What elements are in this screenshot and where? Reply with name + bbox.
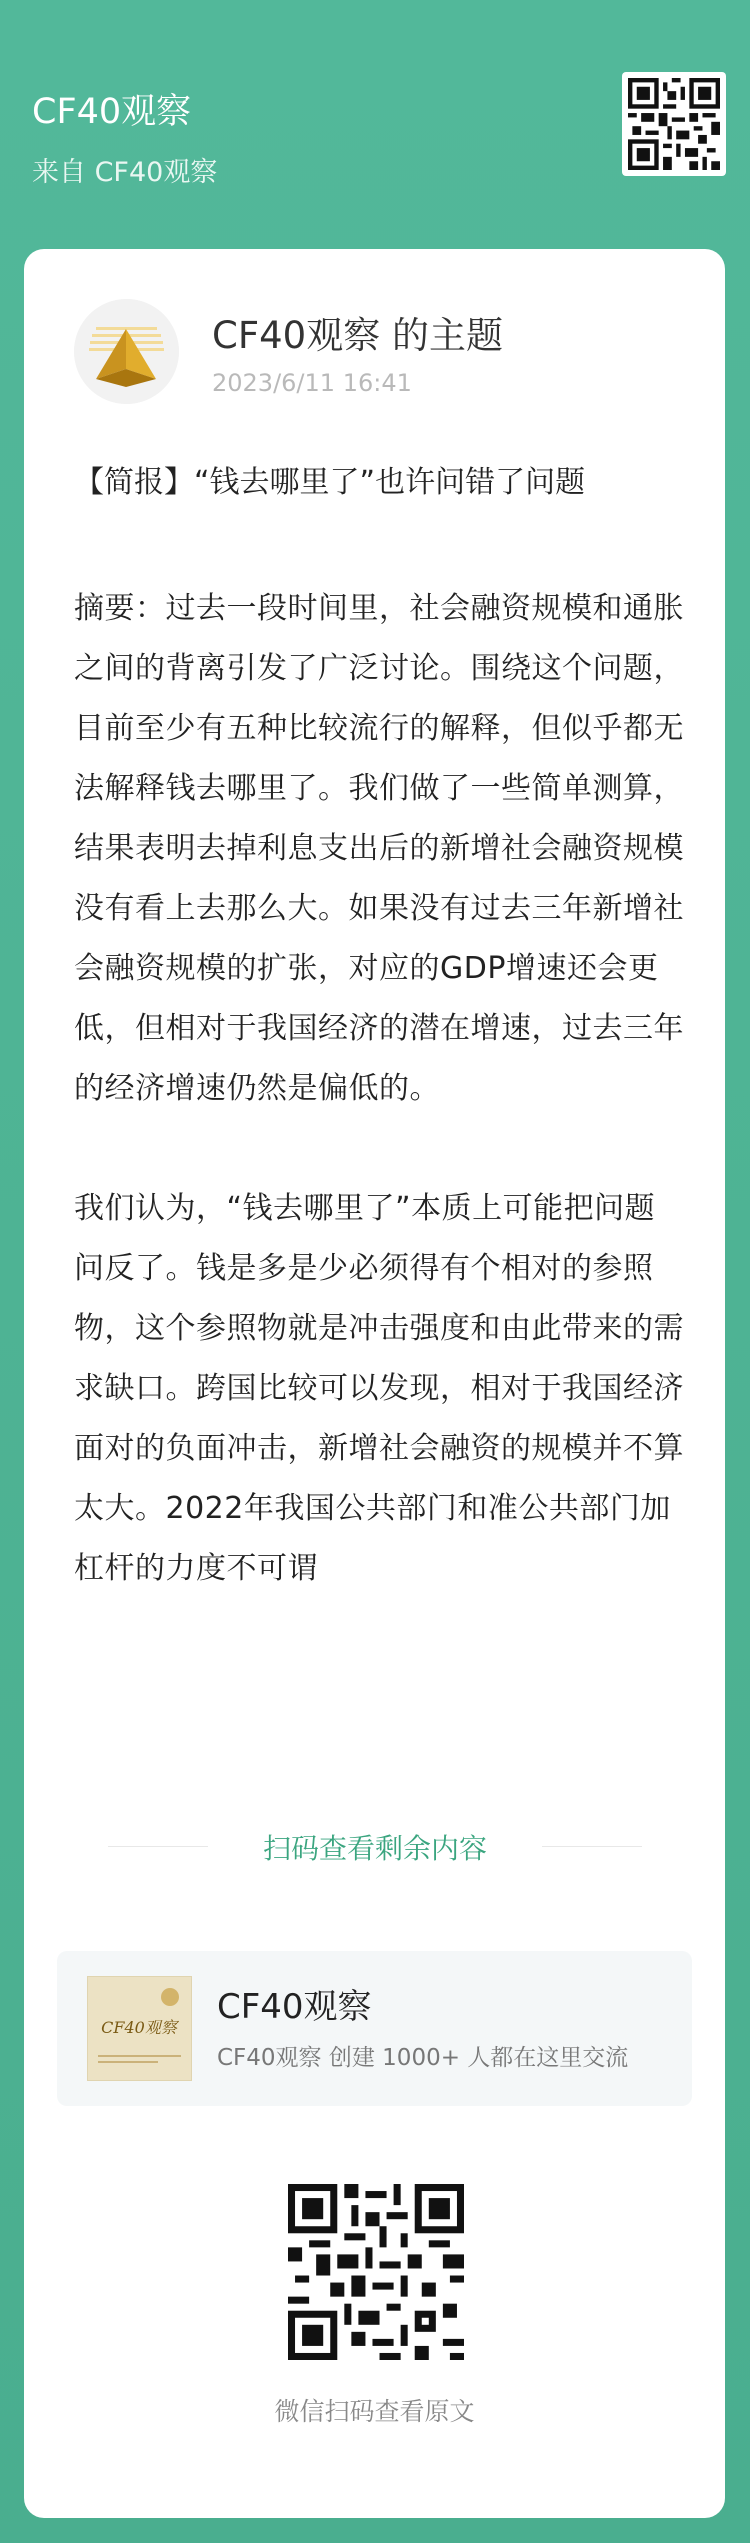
paragraph-summary: 摘要：过去一段时间里，社会融资规模和通胀之间的背离引发了广泛讨论。围绕这个问题，目前至少有五种比较流行的解释，但似乎都无法解释钱去哪里了。我们做了一些简单测算，结果表明去掉利息支出后的新增社会融资规模没有看上去那么大。如果没有过去三年新增社会融资规模的扩张，对应的GDP增速还会更低，但相对于我国经济的潜在增速，过去三年的经济增速仍然是偏低的。 xyxy=(74,591,684,1106)
paragraph-view: 我们认为，“钱去哪里了”本质上可能把问题问反了。钱是多是少必须得有个相对的参照物，这个参照物就是冲击强度和由此带来的需求缺口。跨国比较可以发现，相对于我国经济面对的负面冲击，新增社会融资的规模并不算太大。2022年我国公共部门和准公共部门加杠杆的力度不可谓 xyxy=(74,1191,684,1586)
avatar[interactable] xyxy=(74,299,179,404)
post-title: 【简报】“钱去哪里了”也许问错了问题 xyxy=(74,465,586,500)
group-logo-text: CF40观察 xyxy=(101,2018,177,2037)
topic-author[interactable]: CF40观察 的主题 xyxy=(212,314,503,357)
post-body xyxy=(74,579,684,1659)
group-name: CF40观察 xyxy=(217,1987,372,2027)
divider-right xyxy=(542,1846,642,1847)
content-fade-overlay xyxy=(24,1589,725,1759)
qr-code-large-graphic xyxy=(288,2184,464,2360)
group-info-box[interactable] xyxy=(57,1951,692,2106)
scan-tip: 微信扫码查看原文 xyxy=(274,2397,475,2426)
post-card xyxy=(24,249,725,2518)
group-thumbnail xyxy=(87,1976,192,2081)
qr-code-small-graphic xyxy=(628,78,720,170)
group-description: CF40观察 创建 1000+ 人都在这里交流 xyxy=(217,2045,629,2071)
pyramid-logo-icon xyxy=(74,299,179,404)
group-title: CF40观察 xyxy=(32,92,192,132)
scan-more-link[interactable]: 扫码查看剩余内容 xyxy=(262,1832,487,1865)
qr-code-large-icon[interactable] xyxy=(288,2184,464,2360)
qr-code-icon[interactable] xyxy=(622,72,726,176)
header xyxy=(0,0,750,250)
post-date: 2023/6/11 16:41 xyxy=(212,369,412,397)
group-logo-icon xyxy=(88,1977,191,2080)
source-label: 来自 CF40观察 xyxy=(32,157,218,188)
read-more-row xyxy=(108,1827,642,1867)
